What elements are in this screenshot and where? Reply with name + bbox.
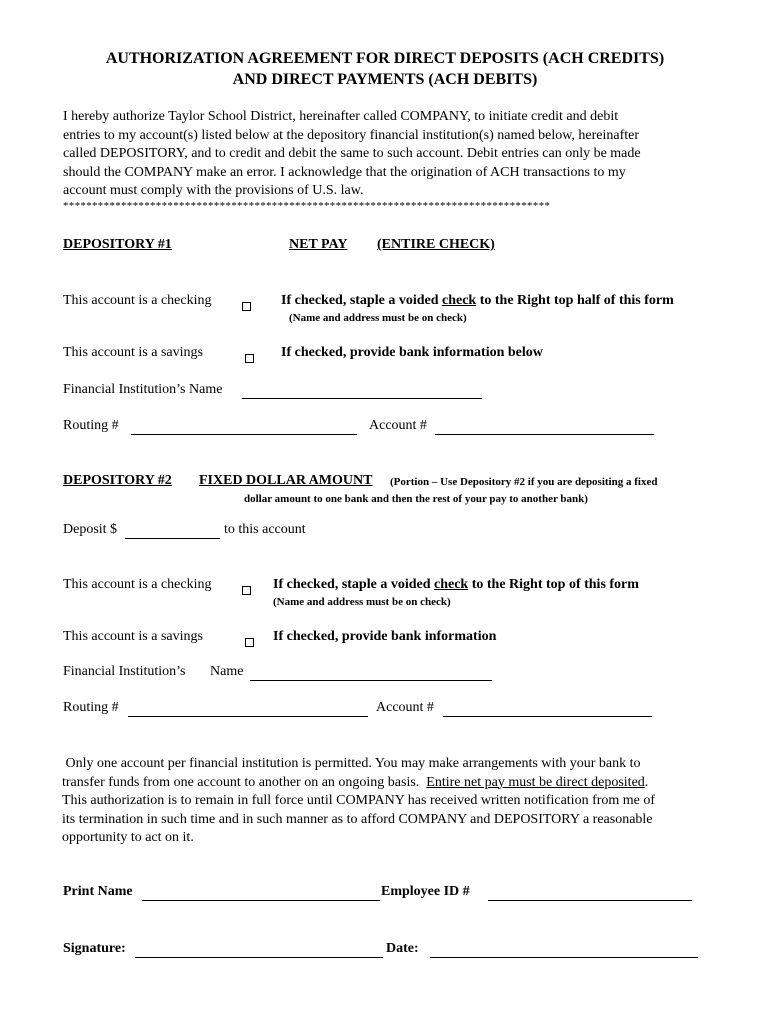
dep1-routing-field[interactable] — [131, 420, 357, 435]
dep2-savings-instruction: If checked, provide bank information — [273, 629, 497, 644]
dep2-checking-label: This account is a checking — [63, 577, 212, 592]
closing-line: Only one account per financial institution is permitted. You may make arrangements with your bank to — [62, 756, 641, 771]
dep1-checking-instruction: If checked, staple a voided check to the Right top half of this form — [281, 293, 674, 308]
dep2-checking-note: (Name and address must be on check) — [273, 596, 451, 608]
dep2-account-field[interactable] — [443, 702, 652, 717]
closing-line: its termination in such time and in such manner as to afford COMPANY and DEPOSITORY a reasonable — [62, 811, 653, 827]
date-label: Date: — [386, 941, 419, 956]
employee-id-label: Employee ID # — [381, 884, 470, 899]
entire-check-label: (ENTIRE CHECK) — [377, 237, 495, 252]
intro-line: entries to my account(s) listed below at the depository financial institution(s) named below, hereinafter — [63, 127, 640, 143]
form-title-line1: AUTHORIZATION AGREEMENT FOR DIRECT DEPOSITS (ACH CREDITS) — [105, 50, 665, 67]
dep2-portion-note-line1: (Portion – Use Depository #2 if you are depositing a fixed — [390, 476, 658, 488]
dep2-fin-name-label-b: Name — [210, 664, 244, 679]
closing-line: opportunity to act on it. — [62, 830, 194, 845]
fixed-dollar-label: FIXED DOLLAR AMOUNT — [199, 473, 373, 488]
employee-id-field[interactable] — [488, 886, 692, 901]
net-pay-label: NET PAY — [289, 237, 348, 252]
intro-line: should the COMPANY make an error. I acknowledge that the origination of ACH transactions to my — [63, 164, 626, 180]
dep1-savings-instruction: If checked, provide bank information below — [281, 345, 543, 360]
dep1-routing-label: Routing # — [63, 418, 119, 433]
closing-line: This authorization is to remain in full force until COMPANY has received written notification from me of — [62, 793, 656, 808]
date-field[interactable] — [430, 943, 698, 958]
deposit-amount-field[interactable] — [125, 524, 220, 539]
dep2-fin-name-field[interactable] — [250, 666, 492, 681]
dep2-savings-checkbox[interactable] — [245, 633, 254, 651]
intro-line: I hereby authorize Taylor School District, hereinafter called COMPANY, to initiate credit and debit — [63, 109, 619, 124]
net-pay-direct-deposit-note: Entire net pay must be direct deposited — [426, 774, 645, 790]
dep1-fin-name-field[interactable] — [242, 384, 482, 399]
depository-1-heading: DEPOSITORY #1 — [63, 237, 172, 252]
deposit-amount-label: Deposit $ — [63, 522, 118, 537]
intro-line: account must comply with the provisions of U.S. law. — [63, 183, 364, 198]
closing-line: transfer funds from one account to another on an ongoing basis. Entire net pay must be direct deposited. — [62, 774, 649, 790]
deposit-suffix-label: to this account — [224, 522, 306, 537]
dep2-fin-name-label: Financial Institution’s — [63, 664, 186, 679]
dep1-checking-checkbox[interactable] — [242, 297, 251, 315]
dep1-account-field[interactable] — [435, 420, 654, 435]
print-name-label: Print Name — [63, 884, 133, 899]
closing-paragraph — [62, 755, 722, 848]
dep1-checking-note: (Name and address must be on check) — [289, 312, 467, 324]
dep2-routing-label: Routing # — [63, 700, 119, 715]
dep2-savings-label: This account is a savings — [63, 629, 203, 644]
form-title-line2: AND DIRECT PAYMENTS (ACH DEBITS) — [232, 71, 538, 88]
dep2-routing-field[interactable] — [128, 702, 368, 717]
signature-field[interactable] — [135, 943, 383, 958]
dep1-savings-checkbox[interactable] — [245, 349, 254, 367]
dep1-fin-name-label: Financial Institution’s Name — [63, 382, 223, 397]
dep2-checking-checkbox[interactable] — [242, 581, 251, 599]
signature-label: Signature: — [63, 941, 126, 956]
star-divider: ************************************************************************************ — [63, 200, 551, 212]
depository-2-heading: DEPOSITORY #2 — [63, 473, 172, 488]
print-name-field[interactable] — [142, 886, 380, 901]
dep1-savings-label: This account is a savings — [63, 345, 203, 360]
dep1-account-label: Account # — [369, 418, 427, 433]
dep2-account-label: Account # — [376, 700, 434, 715]
dep2-portion-note-line2: dollar amount to one bank and then the rest of your pay to another bank) — [244, 493, 588, 505]
intro-paragraph — [63, 108, 713, 201]
intro-line: called DEPOSITORY, and to credit and debit the same to such account. Debit entries can only be made — [63, 146, 641, 161]
dep2-checking-instruction: If checked, staple a voided check to the Right top of this form — [273, 577, 639, 592]
dep1-checking-label: This account is a checking — [63, 293, 212, 308]
